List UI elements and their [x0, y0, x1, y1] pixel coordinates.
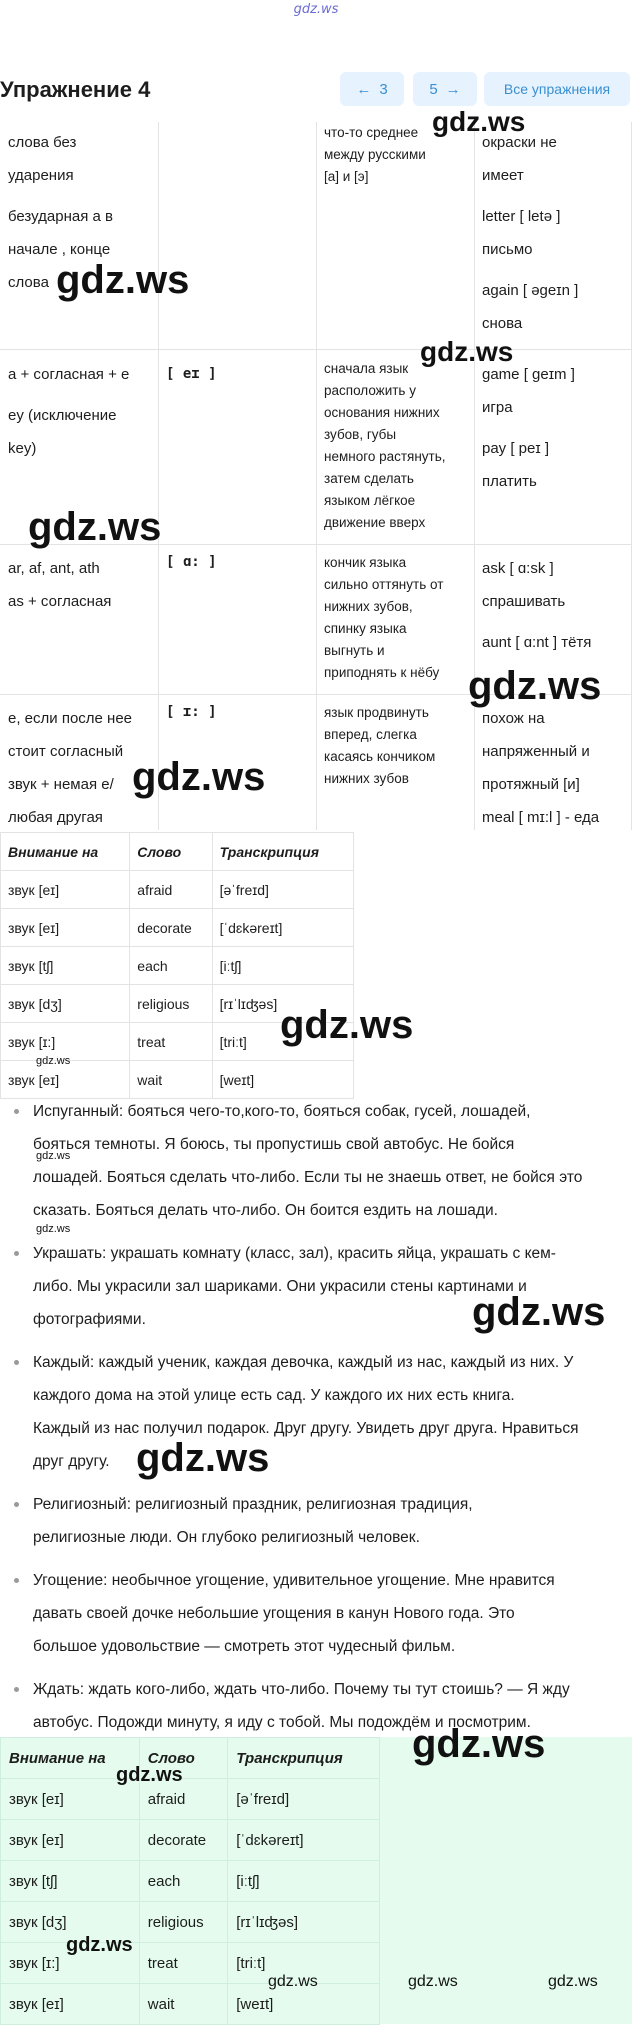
column-header: Транскрипция: [212, 833, 353, 871]
table-header-row: [1, 833, 354, 871]
phonetics-table-image: [0, 122, 632, 832]
arrow-right-icon: →: [445, 80, 461, 98]
next-exercise-button[interactable]: [413, 72, 477, 106]
watermark: gdz.ws: [548, 1973, 598, 1990]
word-usage-list: [0, 1095, 632, 1749]
table1-row2-col2: [ eɪ ]: [166, 366, 217, 382]
table-cell: [rɪˈlɪʤəs]: [212, 985, 353, 1023]
table-cell: treat: [130, 1023, 212, 1061]
watermark: gdz.ws: [56, 258, 190, 302]
column-header: Транскрипция: [228, 1738, 380, 1779]
table-cell: wait: [139, 1984, 228, 2025]
table-cell: [iːtʃ]: [212, 947, 353, 985]
table-cell: [weɪt]: [212, 1061, 353, 1099]
table-cell: afraid: [130, 871, 212, 909]
list-item: Ждать: ждать кого-либо, ждать что-либо. Почему ты тут стоишь? — Я жду автобус. Подожди минуту, я иду с тобой. Мы подождём и посмотрим.: [0, 1673, 632, 1739]
table-cell: [əˈfreɪd]: [228, 1779, 380, 1820]
answer-table: [0, 1737, 380, 2025]
table-cell: each: [139, 1861, 228, 1902]
list-item: Испуганный: бояться чего-то,кого-то, бояться собак, гусей, лошадей, бояться темноты. Я боюсь, ты пропустишь свой автобус. Не бойся лошадей. Бояться сделать что-либо. Если ты не знаешь ответ, не бойся это сказать. Бояться делать что-либо. Он боится ездить на лошади.: [0, 1095, 632, 1227]
table-cell: [rɪˈlɪʤəs]: [228, 1902, 380, 1943]
bullet-dot-icon: [14, 1502, 19, 1507]
bullet-dot-icon: [14, 1578, 19, 1583]
table1-row2-col3: сначала язык расположить у основания нижних зубов, губы немного растянуть, затем сделать языком лёгкое движение вверх: [324, 361, 446, 530]
table-cell: [ˈdɛkərеɪt]: [228, 1820, 380, 1861]
table1-row2-col1: а + согласная + е ey (исключение key): [8, 366, 130, 457]
table1-row1-col3: что-то среднее между русскими [а] и [э]: [324, 125, 426, 184]
table1-row1-col1: слова без ударения безударная а в начале , конце слова: [8, 134, 113, 291]
site-logo[interactable]: gdz.ws: [293, 2, 339, 17]
table-row: [1, 1984, 380, 2025]
table-cell: [əˈfreɪd]: [212, 871, 353, 909]
table-cell: [triːt]: [212, 1023, 353, 1061]
table-cell: звук [eɪ]: [1, 1061, 130, 1099]
watermark: gdz.ws: [132, 755, 266, 799]
watermark: gdz.ws: [36, 1055, 71, 1067]
list-item: Религиозный: религиозный праздник, религиозная традиция, религиозные люди. Он глубоко религиозный человек.: [0, 1488, 632, 1554]
table-cell: decorate: [130, 909, 212, 947]
bullet-dot-icon: [14, 1109, 19, 1114]
column-header: Слово: [139, 1738, 228, 1779]
table1-row3-col3: кончик языка сильно оттянуть от нижних зубов, спинку языка выгнуть и приподнять к нёбу: [324, 555, 444, 680]
bullet-dot-icon: [14, 1360, 19, 1365]
table-cell: wait: [130, 1061, 212, 1099]
table1-row4-col4: похож на напряженный и протяжный [и] meal [ mɪ:l ] - еда: [482, 710, 600, 826]
arrow-left-icon: ←: [356, 80, 372, 98]
table1-row3-col4: ask [ ɑ:sk ] спрашивать aunt [ ɑ:nt ] тётя: [482, 560, 592, 651]
table-row: [1, 1902, 380, 1943]
watermark: gdz.ws: [412, 1722, 546, 1766]
table1-row3-col2: [ ɑ: ]: [166, 554, 217, 570]
watermark: gdz.ws: [36, 1223, 71, 1235]
table-cell: decorate: [139, 1820, 228, 1861]
watermark: gdz.ws: [136, 1436, 270, 1480]
table-cell: each: [130, 947, 212, 985]
column-header: Внимание на: [1, 833, 130, 871]
table-row: [1, 1861, 380, 1902]
watermark: gdz.ws: [472, 1290, 606, 1334]
prev-exercise-button[interactable]: [340, 72, 404, 106]
table-cell: [iːtʃ]: [228, 1861, 380, 1902]
table-row: [1, 909, 354, 947]
watermark: gdz.ws: [268, 1973, 318, 1990]
next-exercise-label: 5: [429, 80, 438, 98]
column-header: Слово: [130, 833, 212, 871]
table-cell: звук [ɪ:]: [1, 1023, 130, 1061]
list-item: Каждый: каждый ученик, каждая девочка, каждый из нас, каждый из них. У каждого дома на этой улице есть сад. У каждого их них есть книга. Каждый из нас получил подарок. Друг другу. Увидеть друг друга. Нравиться друг другу.: [0, 1346, 632, 1478]
table-cell: religious: [130, 985, 212, 1023]
table-row: [1, 947, 354, 985]
table-cell: [triːt]: [228, 1943, 380, 1984]
list-item: Угощение: необычное угощение, удивительное угощение. Мне нравится давать своей дочке небольшие угощения в канун Нового года. Это большое удовольствие — смотреть этот чудесный фильм.: [0, 1564, 632, 1663]
table1-row1-col4: окраски не имеет letter [ letə ] письмо again [ əgeɪn ] снова: [482, 134, 579, 332]
table-row: [1, 1943, 380, 1984]
table-cell: звук [eɪ]: [1, 909, 130, 947]
table1-row4-col3: язык продвинуть вперед, слегка касаясь кончиком нижних зубов: [324, 705, 436, 786]
table-cell: afraid: [139, 1779, 228, 1820]
watermark: gdz.ws: [432, 106, 526, 137]
table-header-row: [1, 1738, 380, 1779]
bullet-dot-icon: [14, 1251, 19, 1256]
prev-exercise-label: 3: [379, 80, 388, 98]
table1-row3-col1: ar, af, ant, ath as + согласная: [8, 560, 112, 610]
table-cell: звук [ɪ:]: [1, 1943, 140, 1984]
table-row: [1, 871, 354, 909]
table1-row4-col1: e, если после нее стоит согласный звук + немая е/ любая другая: [8, 710, 133, 826]
all-exercises-button[interactable]: Все упражнения: [484, 72, 630, 106]
bullet-dot-icon: [14, 1687, 19, 1692]
watermark: gdz.ws: [280, 1003, 414, 1047]
watermark: gdz.ws: [66, 1934, 133, 1956]
watermark: gdz.ws: [468, 664, 602, 708]
table-cell: звук [eɪ]: [1, 1984, 140, 2025]
table-cell: звук [tʃ]: [1, 1861, 140, 1902]
table-cell: [weɪt]: [228, 1984, 380, 2025]
watermark: gdz.ws: [408, 1973, 458, 1990]
table1-row2-col4: game [ geɪm ] игра pay [ peɪ ] платить: [482, 366, 575, 490]
column-header: Внимание на: [1, 1738, 140, 1779]
table-cell: [ˈdɛkəreɪt]: [212, 909, 353, 947]
table-cell: religious: [139, 1902, 228, 1943]
watermark: gdz.ws: [36, 1150, 71, 1162]
table-cell: звук [tʃ]: [1, 947, 130, 985]
watermark: gdz.ws: [420, 336, 514, 367]
watermark: gdz.ws: [28, 505, 162, 549]
watermark: gdz.ws: [116, 1764, 183, 1786]
table1-row4-col2: [ ɪ: ]: [166, 704, 217, 720]
table-cell: звук [eɪ]: [1, 871, 130, 909]
table-cell: treat: [139, 1943, 228, 1984]
table-row: [1, 1779, 380, 1820]
table-row: [1, 1820, 380, 1861]
list-item: Украшать: украшать комнату (класс, зал), красить яйца, украшать с кем- либо. Мы украсили зал шариками. Они украсили стены картинами и фотографиями.: [0, 1237, 632, 1336]
table-cell: звук [dʒ]: [1, 1902, 140, 1943]
exercise-title: Упражнение 4: [0, 77, 151, 102]
table-cell: звук [dʒ]: [1, 985, 130, 1023]
table-cell: звук [eɪ]: [1, 1779, 140, 1820]
table-cell: звук [eɪ]: [1, 1820, 140, 1861]
